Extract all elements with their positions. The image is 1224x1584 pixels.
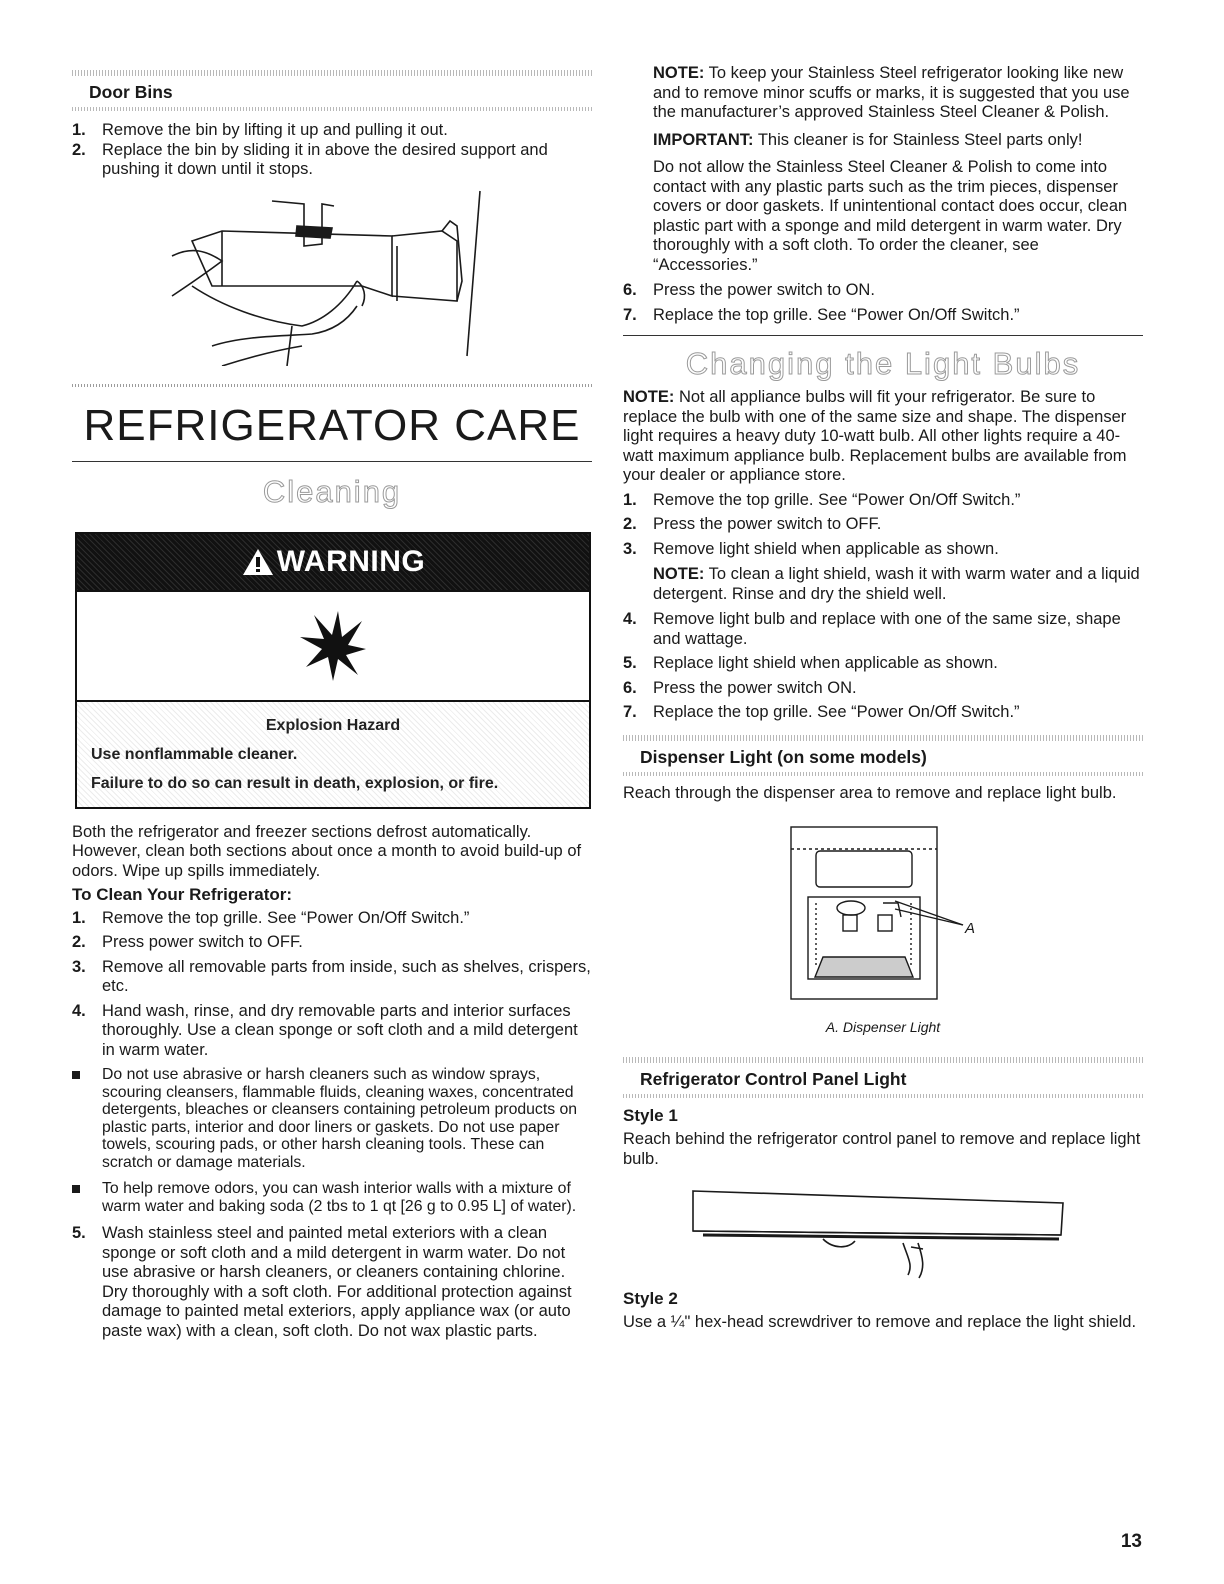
section-bar [623,735,1143,741]
list-item: 1. Remove the top grille. See “Power On/Off Switch.” [623,490,1021,509]
divider [72,461,592,462]
style2-title: Style 2 [623,1289,678,1308]
intro-paragraph: Both the refrigerator and freezer sections defrost automatically. However, clean both sections about once a month to avoid build-up of odors. Wipe up spills immediately. [72,822,582,880]
style1-paragraph: Reach behind the refrigerator control panel to remove and replace light bulb. [623,1130,1141,1168]
caution-paragraph: Do not allow the Stainless Steel Cleaner & Polish to come into contact with any plastic parts such as the trim pieces, dispenser covers or door gaskets. If unintentional contact does occur, clean plastic part with a sponge and mild detergent in warm water. Dry thoroughly with a soft cloth. To order the cleaner, see “Accessories.” [653,158,1128,274]
style2-paragraph: Use a ¼" hex-head screwdriver to remove and replace the light shield. [623,1313,1137,1331]
bulb-steps [623,491,1143,560]
section-bar [72,70,592,76]
list-item: 5. Replace light shield when applicable as shown. [623,654,998,672]
stainless-note: NOTE: To keep your Stainless Steel refrigerator looking like new and to remove minor scuffs or marks, it is suggested that you use the manufacturer’s approved Stainless Steel Cleaner & Polish. [653,64,1130,121]
list-item: 4. Hand wash, rinse, and dry removable parts and interior surfaces thoroughly. Use a clean sponge or soft cloth and a mild detergent in warm water. [72,1001,578,1059]
style1-title: Style 1 [623,1106,678,1125]
dispenser-heading: Dispenser Light (on some models) [640,746,927,767]
list-item: 7. Replace the top grille. See “Power On/Off Switch.” [623,305,1020,324]
list-item: 3. Remove all removable parts from inside, such as shelves, crispers, etc. [72,957,591,995]
warning-triangle-icon [241,547,275,577]
list-item: 1. Remove the bin by lifting it up and pulling it out. [72,121,448,139]
bulbs-note: NOTE: Not all appliance bulbs will fit your refrigerator. Be sure to replace the bulb with one of the same size and shape. The dispenser light requires a heavy duty 10-watt bulb. All other lights require a 40-watt maximum appliance bulb. Replacement bulbs are available from your dealer or appliance store. [623,388,1127,484]
section-bar [623,1094,1143,1098]
list-item: 2. Press the power switch to OFF. [623,515,882,533]
dispenser-caption: A. Dispenser Light [825,1019,941,1035]
bulbs-title: Changing the Light Bulbs [685,346,1081,381]
list-item: 1. Remove the top grille. See “Power On/Off Switch.” [72,908,470,927]
hazard-title: Explosion Hazard [265,716,401,734]
page-title: REFRIGERATOR CARE [83,400,581,450]
left-column [72,70,592,1341]
door-bins-heading: Door Bins [89,82,173,102]
section-bar [72,107,592,111]
control-panel-illustration [623,1183,1143,1283]
section-bar [623,772,1143,776]
list-item: 5. Wash stainless steel and painted metal exteriors with a clean sponge or soft cloth and a mild detergent in warm water. Do not use abrasive or harsh cleaners, or cleaners containing chlorine. Dry thoroughly with a soft cloth. For additional protection against damage to painted metal exteriors, apply appliance wax (or auto paste wax) with a clean, soft cloth. Do not wax plastic parts. [72,1224,572,1340]
warning-line: Failure to do so can result in death, explosion, or fire. [91,774,499,792]
warning-label: WARNING [276,544,426,578]
shield-note: NOTE: To clean a light shield, wash it with warm water and a liquid detergent. Rinse and dry the shield well. [653,565,1140,603]
door-bin-illustration [72,186,592,366]
list-item: 3. Remove light shield when applicable as shown. [623,539,999,558]
warning-text [77,702,589,807]
section-bar [623,1057,1143,1063]
list-item: 7. Replace the top grille. See “Power On/Off Switch.” [623,703,1020,721]
list-item: Do not use abrasive or harsh cleaners such as window sprays, scouring cleansers, flammable fluids, cleaning waxes, concentrated detergents, bleaches or cleansers containing petroleum products on plastic parts, interior and door liners or gaskets. Do not use paper towels, scouring pads, or other harsh cleaning tools. These can scratch or damage materials. [72,1066,592,1171]
door-bins-steps [72,121,592,180]
dispenser-illustration [623,817,1143,1017]
cleaning-title: Cleaning [262,473,402,509]
list-item: To help remove odors, you can wash interior walls with a mixture of warm water and baking soda (2 tbs to 1 qt [26 g to 0.95 L] of water). [72,1180,592,1215]
clean-heading: To Clean Your Refrigerator: [72,885,293,904]
important-note: IMPORTANT: This cleaner is for Stainless Steel parts only! [653,130,1083,149]
dispenser-paragraph: Reach through the dispenser area to remove and replace light bulb. [623,783,1117,802]
warning-header [77,534,589,590]
bulb-steps-continued [623,610,1143,723]
list-item: 4. Remove light bulb and replace with one of the same size, shape and wattage. [623,610,1121,648]
callout-a: A [965,920,976,937]
clean-steps-tail [623,281,1143,325]
control-panel-heading: Refrigerator Control Panel Light [640,1069,907,1089]
divider [623,335,1143,336]
divider [72,384,592,387]
explosion-icon [298,609,368,683]
right-column [623,64,1143,1333]
page-number: 13 [1120,1531,1142,1552]
cleaning-bullets [72,1066,592,1215]
warning-symbol-area [77,592,589,700]
clean-steps [72,909,592,1061]
clean-step-5 [72,1224,592,1341]
warning-box [75,532,591,809]
list-item: 6. Press the power switch ON. [623,678,857,697]
list-item: 6. Press the power switch to ON. [623,281,875,299]
list-item: 2. Press power switch to OFF. [72,933,303,951]
list-item: 2. Replace the bin by sliding it in above the desired support and pushing it down until it stops. [72,140,548,178]
warning-line: Use nonflammable cleaner. [91,745,298,763]
